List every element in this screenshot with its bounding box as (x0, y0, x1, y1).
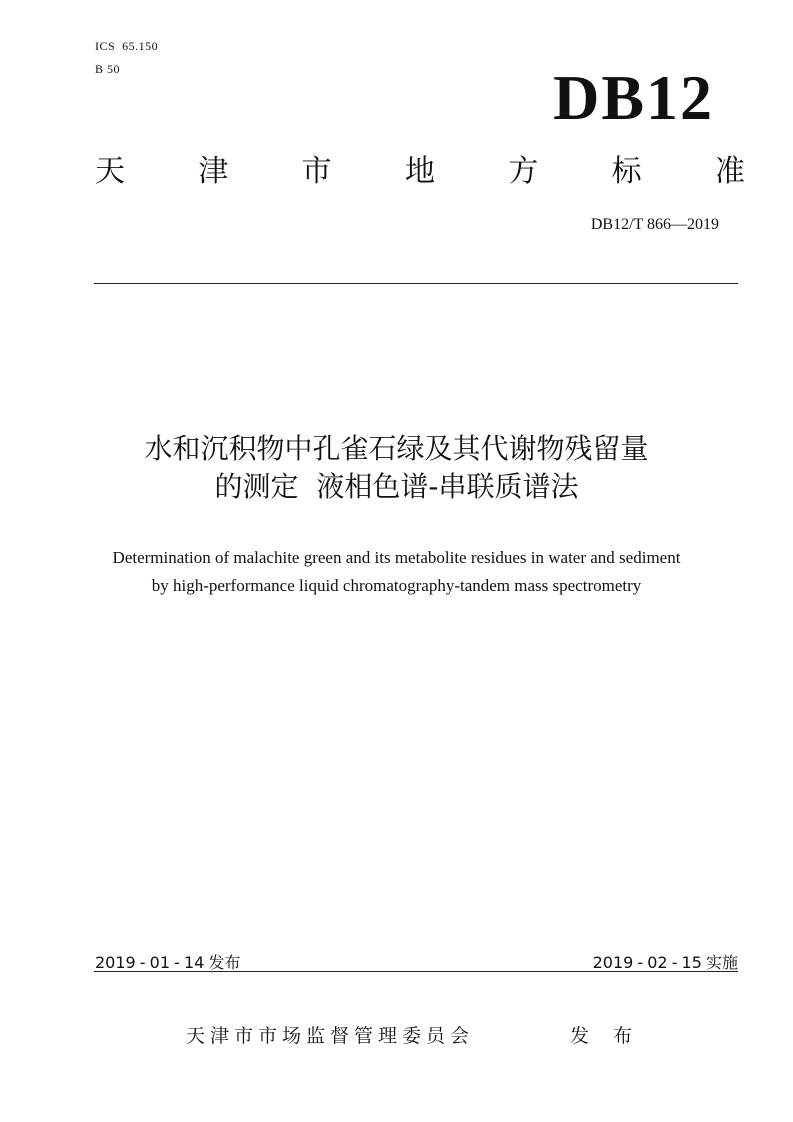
issue-date: 2019 - 01 - 14 发布 (95, 953, 241, 972)
implementation-date: 2019 - 02 - 15 实施 (592, 953, 738, 972)
standard-type-char: 津 (198, 154, 229, 189)
standard-type-char: 地 (404, 154, 435, 189)
issue-label: 发 布 (570, 1025, 642, 1047)
standard-type-char: 天 (95, 154, 125, 189)
standard-type (95, 154, 745, 190)
db12-logo: DB12 (553, 62, 714, 133)
ics-code: ICS 65.150 (95, 39, 159, 53)
standard-number: DB12/T 866—2019 (590, 216, 719, 233)
title-english (40, 544, 753, 600)
title-chinese-line-1: 水和沉积物中孔雀石绿及其代谢物残留量 (144, 432, 649, 465)
standard-type-char: 标 (611, 154, 642, 189)
standard-type-char: 市 (301, 154, 332, 189)
issuing-authority: 天津市市场监督管理委员会 (186, 1025, 475, 1047)
footer-divider (94, 971, 738, 972)
title-chinese (40, 430, 753, 506)
title-english-line-2: by high-performance liquid chromatography-tandem mass spectrometry (151, 576, 642, 595)
standard-type-char: 方 (508, 154, 539, 189)
standard-type-char: 准 (714, 154, 745, 189)
title-english-line-1: Determination of malachite green and its metabolite residues in water and sediment (112, 548, 681, 567)
header-divider (94, 283, 738, 284)
title-chinese-line-2: 的测定 液相色谱-串联质谱法 (214, 470, 579, 503)
classification-code: B 50 (95, 62, 121, 76)
